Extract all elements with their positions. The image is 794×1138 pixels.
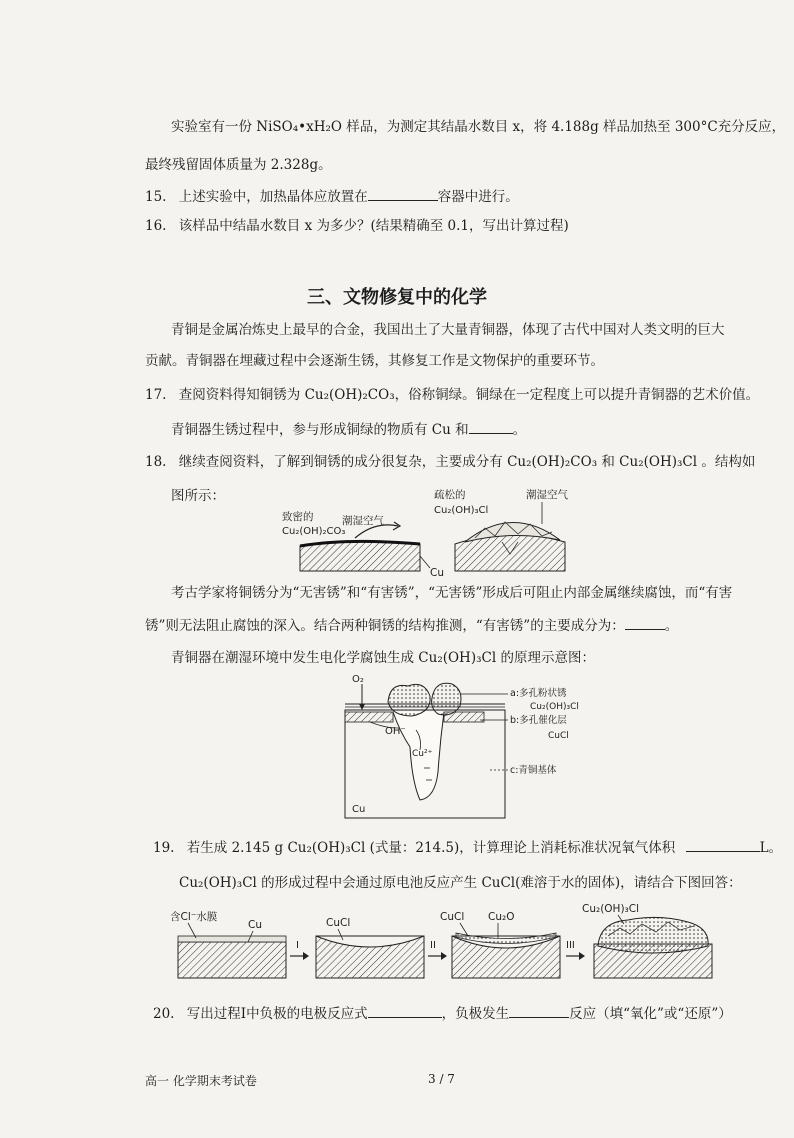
intro-line-1: 实验室有一份 NiSO₄•xH₂O 样品，为测定其结晶水数目 x，将 4.188g 样品加热至 300°C充分反应， — [171, 119, 786, 135]
q18-para2: 青铜器在潮湿环境中发生电化学腐蚀生成 Cu₂(OH)₃Cl 的原理示意图： — [171, 650, 595, 666]
footer-exam-name: 高一 化学期末考试卷 — [145, 1074, 257, 1088]
label-b-2: CuCl — [548, 731, 569, 741]
loose-label-1: 疏松的 — [434, 489, 466, 501]
stage1-water-film — [178, 936, 286, 942]
rust-structure-figure — [280, 486, 580, 578]
q15-number: 15. — [145, 189, 167, 205]
q20-number: 20. — [153, 1006, 175, 1022]
catalytic-layer-left — [345, 712, 393, 722]
section-intro-line-1: 青铜是金属冶炼史上最早的合金，我国出土了大量青铜器，体现了古代中国对人类文明的巨大 — [171, 322, 725, 338]
powder-rust-left — [388, 684, 430, 716]
q20-text-mid: ，负极发生 — [441, 1006, 510, 1022]
film-label: 含Cl⁻水膜 — [170, 911, 218, 923]
step2-arrow-icon — [441, 952, 447, 960]
question-17-line-1 — [145, 385, 759, 405]
oh-label: OH⁻ — [385, 726, 406, 737]
cu-base-label: Cu — [352, 804, 366, 815]
label-a-1: a:多孔粉状锈 — [510, 688, 567, 699]
step3-arrow-icon — [579, 952, 585, 960]
question-18-line-2: 图所示： — [171, 488, 225, 504]
q19-text-post: L。 — [759, 840, 783, 856]
q17-answer-blank[interactable] — [469, 419, 513, 434]
q18-para1-text-pre: 锈”则无法阻止腐蚀的深入。结合两种铜锈的结构推测，“有害锈”的主要成分为： — [145, 618, 625, 634]
q17-text-pre: 青铜器生锈过程中，参与形成铜绿的物质有 Cu 和 — [171, 422, 469, 438]
humid-air-label-1: 潮湿空气 — [342, 515, 384, 527]
q20-answer-blank-2[interactable] — [509, 1003, 569, 1018]
stage2-cucl-label: CuCl — [326, 917, 351, 929]
q19-answer-blank[interactable] — [686, 837, 760, 852]
step3-label: III — [566, 940, 575, 951]
q18-para1-text-post: 。 — [664, 618, 679, 634]
loose-label-2: Cu₂(OH)₃Cl — [434, 505, 489, 516]
cu-label: Cu — [430, 567, 444, 578]
q20-text-post: 反应（填“氧化”或“还原”） — [569, 1006, 732, 1022]
question-16 — [145, 216, 569, 236]
stage3-cucl-label: CuCl — [440, 911, 465, 923]
stage1-cu-label: Cu — [248, 919, 262, 931]
q20-answer-blank-1[interactable] — [368, 1003, 442, 1018]
cu2o-label: Cu₂O — [488, 911, 515, 923]
question-17-line-2 — [171, 419, 526, 440]
section-intro-line-2: 贡献。青铜器在埋藏过程中会逐渐生锈，其修复工作是文物保护的重要环节。 — [145, 353, 604, 369]
q20-text-pre: 写出过程I中负极的电极反应式 — [186, 1006, 368, 1022]
o2-label: O₂ — [352, 674, 364, 685]
dense-label-2: Cu₂(OH)₂CO₃ — [282, 526, 346, 537]
question-18-line-1 — [145, 452, 755, 472]
label-a-2: Cu₂(OH)₃Cl — [530, 702, 579, 712]
q18-answer-blank[interactable] — [625, 615, 665, 630]
q17-text-post: 。 — [512, 422, 527, 438]
stage4-rust-layer — [598, 917, 708, 953]
intro-line-2: 最终残留固体质量为 2.328g。 — [145, 157, 332, 173]
label-b-1: b:多孔催化层 — [510, 715, 567, 726]
q16-text: 该样品中结晶水数目 x 为多少？(结果精确至 0.1，写出计算过程) — [178, 218, 569, 234]
cu2-label: Cu²⁺ — [412, 749, 433, 759]
q19-number: 19. — [153, 840, 175, 856]
q15-answer-blank[interactable] — [368, 186, 438, 201]
question-19-line-1 — [153, 837, 782, 858]
q18-para1-line-1: 考古学家将铜锈分为“无害锈”和“有害锈”，“无害锈”形成后可阻止内部金属继续腐蚀，而“有害 — [171, 585, 733, 601]
q17-number: 17. — [145, 387, 167, 403]
section-title: 三、文物修复中的化学 — [307, 287, 487, 308]
q18-para1-line-2 — [145, 615, 678, 636]
step1-label: I — [296, 940, 299, 951]
q16-number: 16. — [145, 218, 167, 234]
question-20 — [153, 1003, 732, 1024]
question-19-line-2: Cu₂(OH)₃Cl 的形成过程中会通过原电池反应产生 CuCl(难溶于水的固体)，请结合下图回答： — [179, 875, 742, 891]
corrosion-diagram-figure — [340, 672, 590, 822]
question-15 — [145, 186, 519, 207]
q18-text: 继续查阅资料，了解到铜锈的成分很复杂，主要成分有 Cu₂(OH)₂CO₃ 和 Cu₂(OH)₃Cl 。结构如 — [178, 454, 756, 470]
product-label: Cu₂(OH)₃Cl — [582, 903, 640, 915]
humid-air-label-2: 潮湿空气 — [526, 489, 568, 501]
q18-number: 18. — [145, 454, 167, 470]
footer-page-number: 3 / 7 — [428, 1072, 455, 1086]
q15-text-pre: 上述实验中，加热晶体应放置在 — [178, 189, 368, 205]
q19-text-pre: 若生成 2.145 g Cu₂(OH)₃Cl (式量：214.5)，计算理论上消耗标准状况氧气体积 — [186, 840, 676, 856]
step2-label: II — [430, 940, 436, 951]
dense-label-1: 致密的 — [282, 511, 314, 523]
label-c: c:青铜基体 — [510, 765, 557, 776]
powder-rust-right — [432, 683, 461, 715]
q15-text-post: 容器中进行。 — [437, 189, 519, 205]
stage1-cu-block — [178, 942, 286, 978]
cucl-process-figure — [168, 900, 728, 985]
q17-text: 查阅资料得知铜锈为 Cu₂(OH)₂CO₃，俗称铜绿。铜绿在一定程度上可以提升青铜器的艺术价值。 — [178, 387, 760, 403]
step1-arrow-icon — [303, 952, 309, 960]
